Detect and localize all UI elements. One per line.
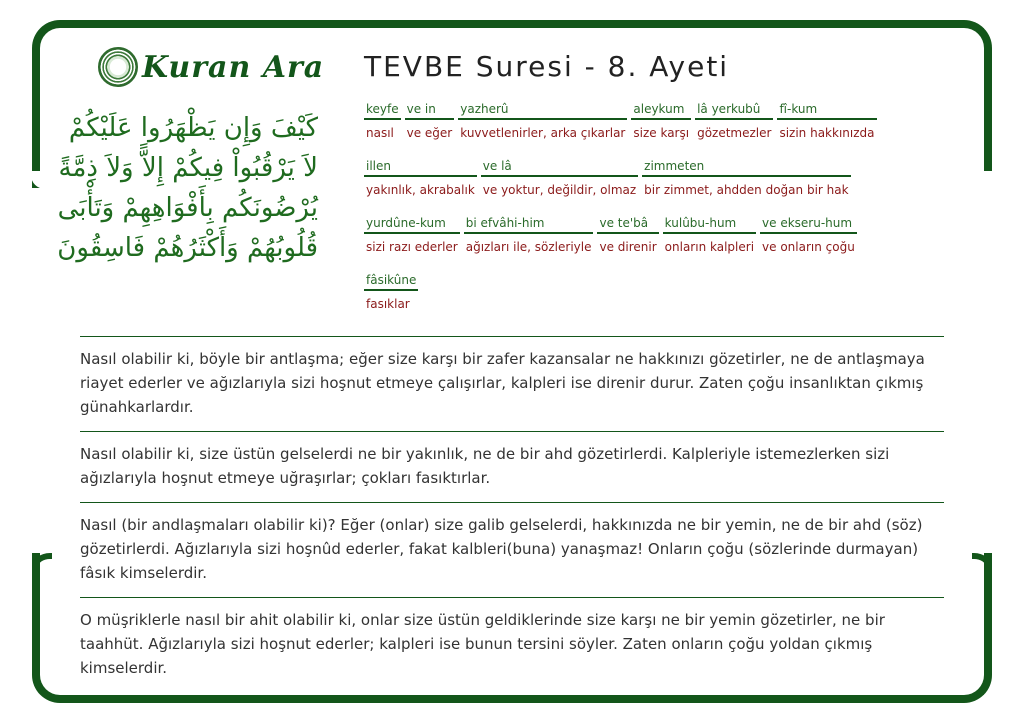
- word-item[interactable]: [464, 214, 594, 271]
- word-item[interactable]: [642, 157, 850, 214]
- word-by-word-grid: [364, 100, 944, 328]
- word-transliteration: illen: [364, 157, 477, 177]
- word-row: [364, 214, 944, 271]
- word-row: [364, 157, 944, 214]
- word-meaning: ve direnir: [599, 240, 657, 254]
- word-meaning: kuvvetlenirler, arka çıkarlar: [460, 126, 626, 140]
- word-item[interactable]: [364, 214, 460, 271]
- word-item[interactable]: [405, 100, 455, 157]
- word-meaning: size karşı: [633, 126, 690, 140]
- word-meaning: onların kalpleri: [664, 240, 755, 254]
- word-transliteration: ve ekseru-hum: [760, 214, 857, 234]
- arabic-verse: [50, 108, 318, 268]
- word-transliteration: fâsikûne: [364, 271, 418, 291]
- word-meaning: fasıklar: [366, 297, 410, 311]
- word-row: [364, 271, 944, 328]
- word-item[interactable]: [631, 100, 691, 157]
- page-title: TEVBE Suresi - 8. Ayeti: [364, 50, 730, 83]
- word-transliteration: ve in: [405, 100, 455, 120]
- word-transliteration: ve lâ: [481, 157, 638, 177]
- word-meaning: ve eğer: [406, 126, 453, 140]
- word-item[interactable]: [364, 100, 401, 157]
- translation-paragraph: O müşriklerle nasıl bir ahit olabilir ki, onlar size üstün geldiklerinde size karşı ne bir yemin gözetirler, ne bir taahhüt. Ağızlarıyla sizi hoşnut ederler; kalpleri ise bunun tersini söyler. Zaten onların çoğu yoldan çıkmış kimselerdir.: [80, 597, 944, 692]
- word-transliteration: bi efvâhi-him: [464, 214, 594, 234]
- word-meaning: nasıl: [366, 126, 394, 140]
- word-transliteration: lâ yerkubû: [695, 100, 773, 120]
- word-transliteration: yazherû: [458, 100, 627, 120]
- word-transliteration: fî-kum: [777, 100, 876, 120]
- word-item[interactable]: [663, 214, 756, 271]
- quran-emblem-icon: [98, 47, 138, 87]
- site-logo[interactable]: [98, 46, 324, 88]
- word-row: [364, 100, 944, 157]
- translation-paragraph: Nasıl (bir andlaşmaları olabilir ki)? Eğer (onlar) size galib gelselerdi, hakkınızda ne bir yemin, ne de bir ahd (söz) gözetirlerdi. Ağızlarıyla sizi hoşnûd ederler, fakat kalbleri(buna) yanaşmaz! Onların çoğu (sözlerinde durmayan) fâsık kimselerdir.: [80, 502, 944, 597]
- arabic-line: كَيْفَ وَإِن يَظْهَرُوا عَلَيْكُمْ: [68, 113, 318, 143]
- word-transliteration: aleykum: [631, 100, 691, 120]
- translations-list: [80, 336, 944, 692]
- word-transliteration: yurdûne-kum: [364, 214, 460, 234]
- word-meaning: yakınlık, akrabalık: [366, 183, 475, 197]
- word-item[interactable]: [364, 271, 418, 328]
- word-meaning: ve yoktur, değildir, olmaz: [482, 183, 637, 197]
- word-meaning: bir zimmet, ahdden doğan bir hak: [644, 183, 849, 197]
- word-transliteration: ve te'bâ: [597, 214, 658, 234]
- word-meaning: ve onların çoğu: [762, 240, 855, 254]
- word-item[interactable]: [695, 100, 773, 157]
- word-item[interactable]: [481, 157, 638, 214]
- word-item[interactable]: [777, 100, 876, 157]
- word-meaning: sizi razı ederler: [366, 240, 458, 254]
- arabic-line: يُرْضُونَكُم بِأَفْوَاهِهِمْ وَتَأْبَى: [57, 193, 318, 223]
- word-item[interactable]: [760, 214, 857, 271]
- word-item[interactable]: [458, 100, 627, 157]
- logo-text: Kuran Ara: [142, 49, 325, 85]
- word-transliteration: kulûbu-hum: [663, 214, 756, 234]
- word-item[interactable]: [597, 214, 658, 271]
- translation-paragraph: Nasıl olabilir ki, böyle bir antlaşma; eğer size karşı bir zafer kazansalar ne hakkınızı gözetirler, ne de antlaşmaya riayet ederler ve ağızlarıyla sizi hoşnut etmeye çalışırlar, kalpleri ise direnir durur. Zaten çoğu insanlıktan çıkmış günahkarlardır.: [80, 336, 944, 431]
- arabic-line: لاَ يَرْقُبُواْ فِيكُمْ إِلاًّ وَلاَ ذِمَّةً: [58, 153, 318, 183]
- word-item[interactable]: [364, 157, 477, 214]
- arabic-line: قُلُوبُهُمْ وَأَكْثَرُهُمْ فَاسِقُونَ: [57, 233, 318, 263]
- word-transliteration: zimmeten: [642, 157, 850, 177]
- word-meaning: sizin hakkınızda: [779, 126, 875, 140]
- translation-paragraph: Nasıl olabilir ki, size üstün gelselerdi ne bir yakınlık, ne de bir ahd gözetirlerdi. Kalpleriyle istemezlerken sizi ağızlarıyla hoşnut etmeye uğraşırlar; çokları fasıktırlar.: [80, 431, 944, 502]
- word-meaning: gözetmezler: [697, 126, 772, 140]
- word-meaning: ağızları ile, sözleriyle: [465, 240, 592, 254]
- word-transliteration: keyfe: [364, 100, 401, 120]
